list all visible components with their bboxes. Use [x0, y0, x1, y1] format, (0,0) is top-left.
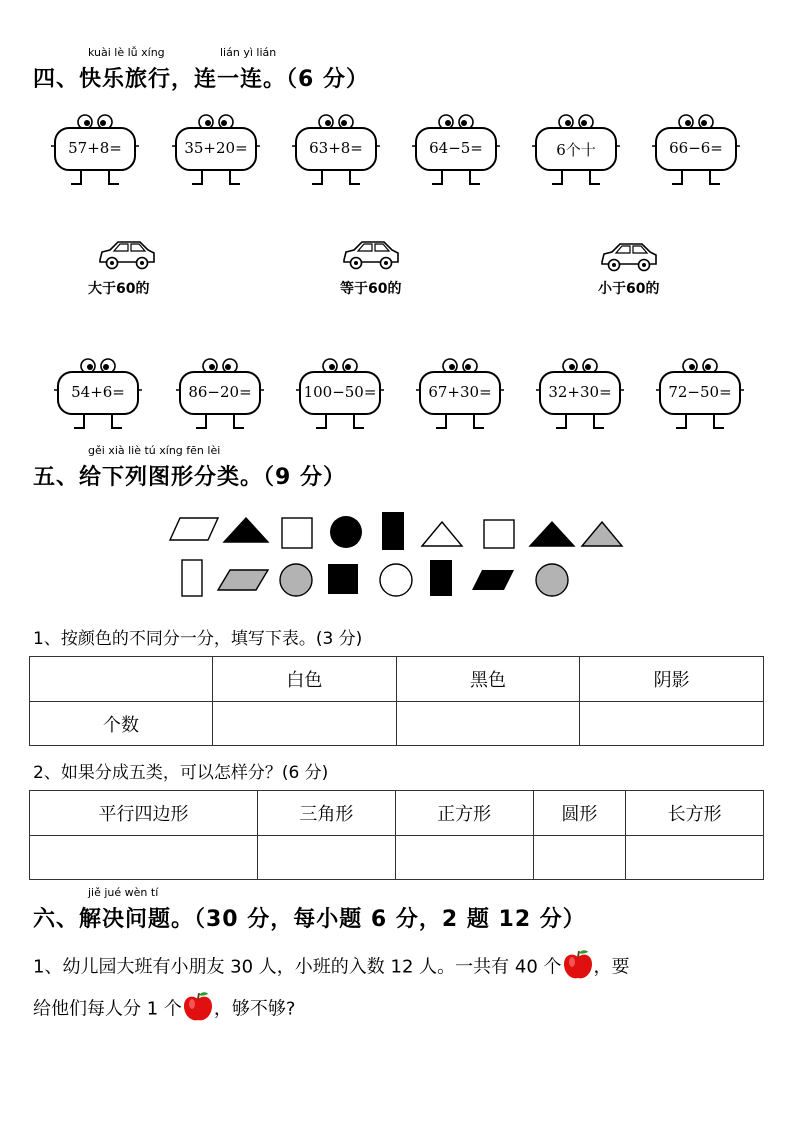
top-expression: 6个十 — [556, 141, 596, 159]
apple-icon — [182, 990, 214, 1029]
table1-cell-shaded[interactable] — [580, 702, 764, 746]
question-1: 1、按颜色的不同分一分，填写下表。(3 分) — [33, 629, 363, 649]
table1-row-label: 个数 — [30, 702, 213, 746]
shape-triangle-black — [530, 522, 574, 546]
shape-rectangle-black — [430, 560, 452, 596]
bottom-card[interactable] — [50, 356, 146, 436]
shape-parallelogram-black — [472, 570, 514, 590]
bottom-card[interactable] — [412, 356, 508, 436]
section5-pinyin: gěi xià liè tú xíng fēn lèi — [88, 444, 221, 457]
top-expression: 57+8= — [68, 139, 122, 157]
apple-icon — [562, 948, 594, 987]
top-expression: 64−5= — [429, 139, 483, 157]
top-card[interactable] — [288, 112, 384, 192]
bottom-card[interactable] — [292, 356, 388, 436]
shape-triangle-gray — [582, 522, 622, 546]
problem-1-text-b: ，要 — [593, 956, 630, 978]
table1-header-shaded: 阴影 — [580, 657, 764, 702]
bottom-expression: 67+30= — [428, 383, 492, 401]
shape-square-black — [328, 564, 358, 594]
table1-cell-white[interactable] — [213, 702, 397, 746]
shape-class-table — [29, 790, 764, 880]
shape-rectangle-white — [182, 560, 202, 596]
car-label-less: 小于60的 — [598, 281, 660, 297]
bottom-card[interactable] — [652, 356, 748, 436]
bottom-expression: 32+30= — [548, 383, 612, 401]
shape-circle-gray — [536, 564, 568, 596]
car-label-equal: 等于60的 — [340, 281, 402, 297]
section6-pinyin: jiě jué wèn tí — [88, 886, 159, 899]
top-card[interactable] — [648, 112, 744, 192]
table1-header-white: 白色 — [213, 657, 397, 702]
car-icon — [96, 236, 158, 276]
table2-header-rectangle: 长方形 — [626, 791, 764, 836]
table2-cell[interactable] — [257, 836, 395, 880]
problem-1-line-1 — [33, 948, 630, 987]
top-card[interactable] — [47, 112, 143, 192]
shape-square-white — [484, 520, 514, 548]
shape-circle-white — [380, 564, 412, 596]
problem-1-text-d: ，够不够? — [213, 998, 296, 1020]
table2-cell[interactable] — [30, 836, 258, 880]
section4-title: 四、快乐旅行，连一连。（6 分） — [33, 67, 369, 92]
shape-circle-gray — [280, 564, 312, 596]
shape-parallelogram-gray — [218, 570, 268, 590]
table1-header-black: 黑色 — [396, 657, 580, 702]
problem-1-line-2 — [33, 990, 295, 1029]
table2-cell[interactable] — [395, 836, 533, 880]
section5-title: 五、给下列图形分类。（9 分） — [33, 465, 346, 490]
bottom-expression: 100−50= — [303, 383, 377, 401]
top-expression: 63+8= — [309, 139, 363, 157]
table2-cell[interactable] — [533, 836, 626, 880]
car-icon — [598, 238, 660, 278]
table1-cell-black[interactable] — [396, 702, 580, 746]
table2-header-circle: 圆形 — [533, 791, 626, 836]
table2-header-square: 正方形 — [395, 791, 533, 836]
problem-1-text-c: 给他们每人分 1 个 — [33, 998, 182, 1020]
shapes-figure — [160, 508, 640, 604]
table2-header-parallelogram: 平行四边形 — [30, 791, 258, 836]
car-label-greater: 大于60的 — [88, 281, 150, 297]
table1-header-empty — [30, 657, 213, 702]
bottom-expression: 86−20= — [188, 383, 252, 401]
top-card[interactable] — [408, 112, 504, 192]
shape-triangle-white — [422, 522, 462, 546]
section4-pinyin-b: lián yì lián — [220, 46, 277, 59]
section6-title: 六、解决问题。（30 分，每小题 6 分，2 题 12 分） — [33, 907, 586, 932]
shape-triangle-black — [224, 518, 268, 542]
top-expression: 66−6= — [669, 139, 723, 157]
problem-1-text-a: 1、幼儿园大班有小朋友 30 人，小班的入数 12 人。一共有 40 个 — [33, 956, 562, 978]
bottom-expression: 72−50= — [668, 383, 732, 401]
bottom-card[interactable] — [532, 356, 628, 436]
color-count-table — [29, 656, 764, 746]
bottom-expression: 54+6= — [71, 383, 125, 401]
top-expression: 35+20= — [184, 139, 248, 157]
table2-cell[interactable] — [626, 836, 764, 880]
top-card[interactable] — [168, 112, 264, 192]
top-card[interactable] — [528, 112, 624, 192]
table2-header-triangle: 三角形 — [257, 791, 395, 836]
shape-square-white — [282, 518, 312, 548]
bottom-card[interactable] — [172, 356, 268, 436]
question-2: 2、如果分成五类，可以怎样分？(6 分) — [33, 763, 329, 783]
shape-parallelogram-white — [170, 518, 218, 540]
section4-pinyin-a: kuài lè lǚ xíng — [88, 46, 165, 59]
car-icon — [340, 236, 402, 276]
shape-rectangle-black — [382, 512, 404, 550]
shape-circle-black — [330, 516, 362, 548]
